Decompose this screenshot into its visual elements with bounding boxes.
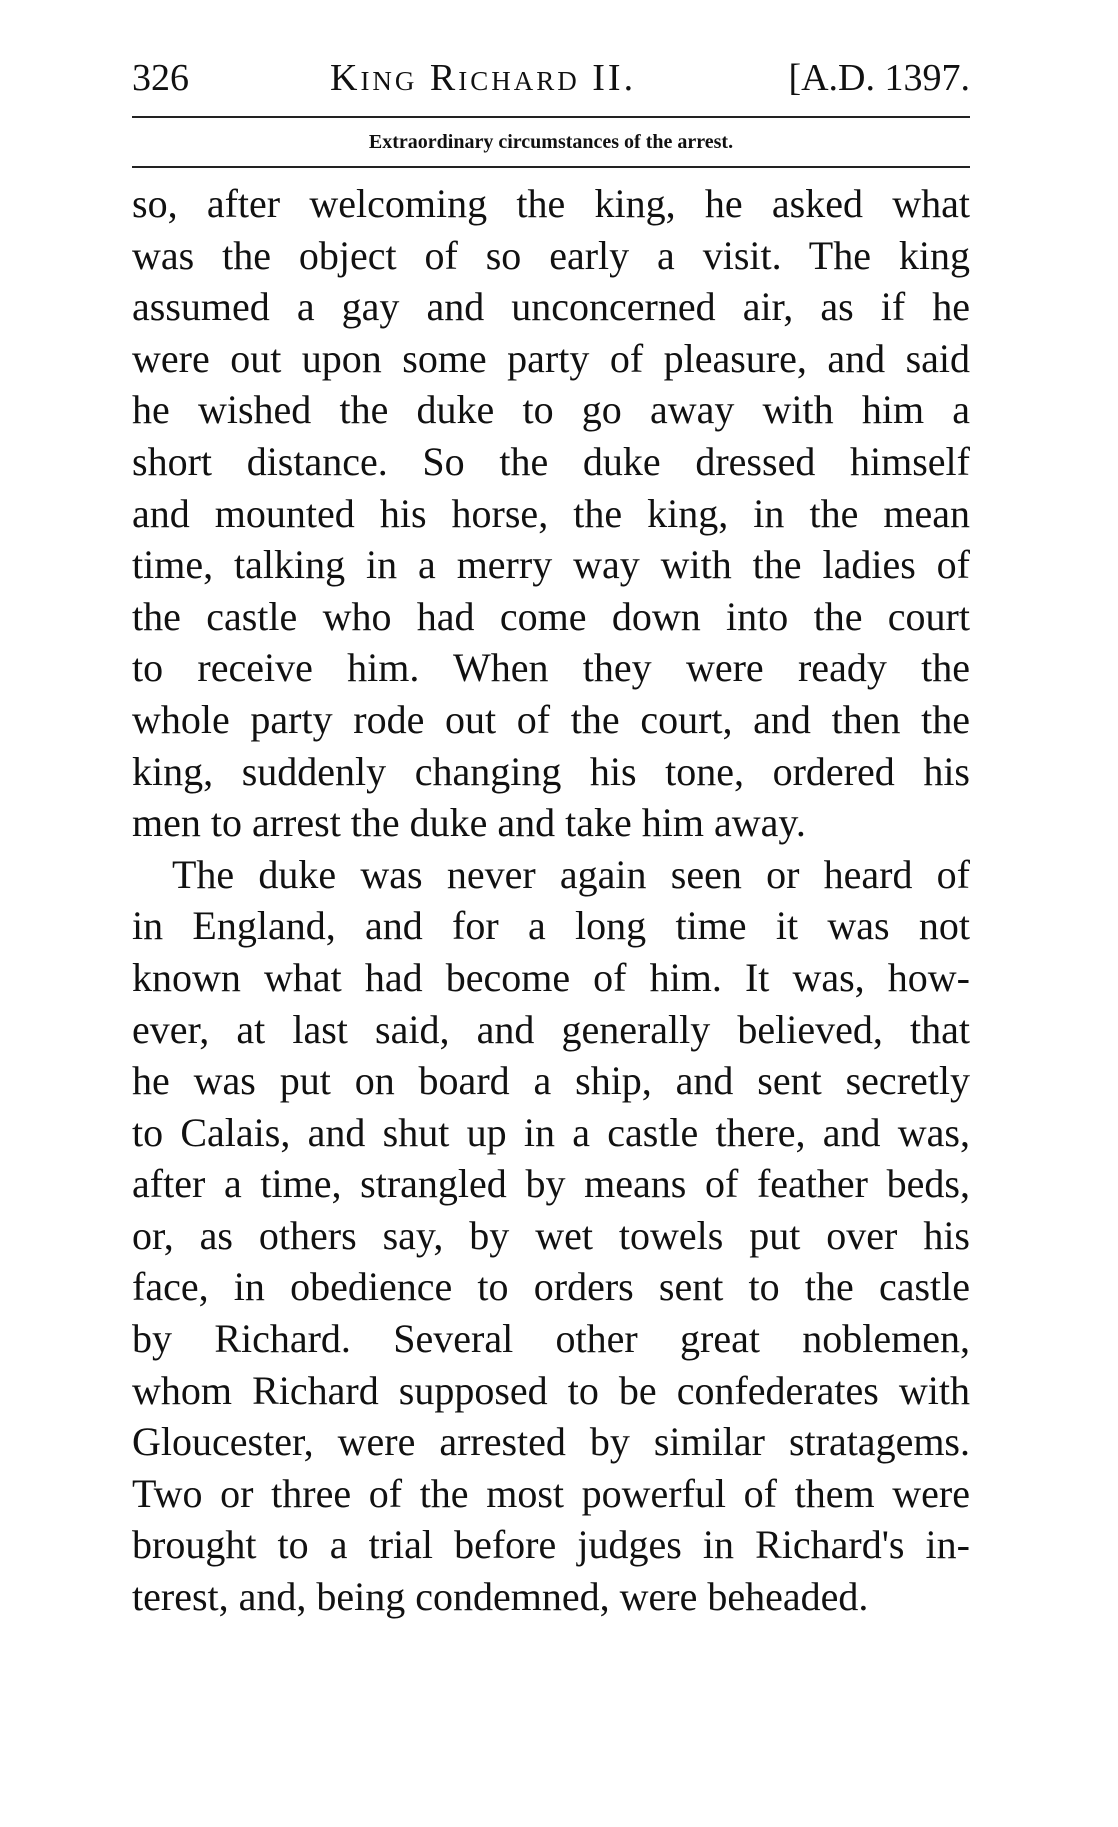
text-line: face, in obedience to orders sent to the castle (132, 1264, 970, 1310)
text-line: time, talking in a merry way with the ladies of (132, 542, 970, 588)
text-line: whom Richard supposed to be confederates with (132, 1367, 970, 1413)
running-head (132, 52, 970, 104)
page-number: 326 (132, 57, 189, 99)
text-line: whole party rode out of the court, and then the (132, 696, 970, 742)
text-line: to Calais, and shut up in a castle there, and was, (132, 1109, 970, 1155)
text-line: men to arrest the duke and take him away. (132, 800, 806, 846)
text-line: brought to a trial before judges in Richard's in- (132, 1522, 970, 1568)
text-line: and mounted his horse, the king, in the mean (132, 490, 970, 536)
header-rule-top (132, 116, 970, 118)
running-title: King Richard II. (330, 57, 637, 99)
text-line: assumed a gay and unconcerned air, as if he (132, 284, 970, 330)
running-date: [A.D. 1397. (788, 57, 970, 99)
text-line: terest, and, being condemned, were beheaded. (132, 1574, 869, 1620)
text-line: were out upon some party of pleasure, and said (132, 335, 970, 381)
paragraph (132, 849, 970, 1623)
text-line: The duke was never again seen or heard of (172, 851, 970, 897)
paragraph (132, 178, 970, 849)
text-line: ever, at last said, and generally believed, that (132, 1006, 970, 1052)
text-line: known what had become of him. It was, how- (132, 954, 970, 1000)
text-line: the castle who had come down into the court (132, 593, 970, 639)
text-line: to receive him. When they were ready the (132, 645, 970, 691)
text-line: was the object of so early a visit. The king (132, 232, 970, 278)
text-line: Two or three of the most powerful of them were (132, 1470, 970, 1516)
text-line: king, suddenly changing his tone, ordered his (132, 748, 970, 794)
text-line: short distance. So the duke dressed himself (132, 438, 970, 484)
text-line: so, after welcoming the king, he asked what (132, 181, 970, 226)
section-note: Extraordinary circumstances of the arrest. (368, 131, 734, 153)
text-line: he wished the duke to go away with him a (132, 387, 970, 433)
text-line: or, as others say, by wet towels put over his (132, 1212, 970, 1258)
text-line: he was put on board a ship, and sent secretly (132, 1058, 970, 1104)
text-line: in England, and for a long time it was not (132, 903, 970, 949)
body-text (132, 178, 970, 1623)
header-rule-bottom (132, 166, 970, 168)
text-line: Gloucester, were arrested by similar stratagems. (132, 1419, 970, 1465)
text-line: by Richard. Several other great noblemen, (132, 1316, 970, 1362)
text-line: after a time, strangled by means of feather beds, (132, 1161, 970, 1207)
